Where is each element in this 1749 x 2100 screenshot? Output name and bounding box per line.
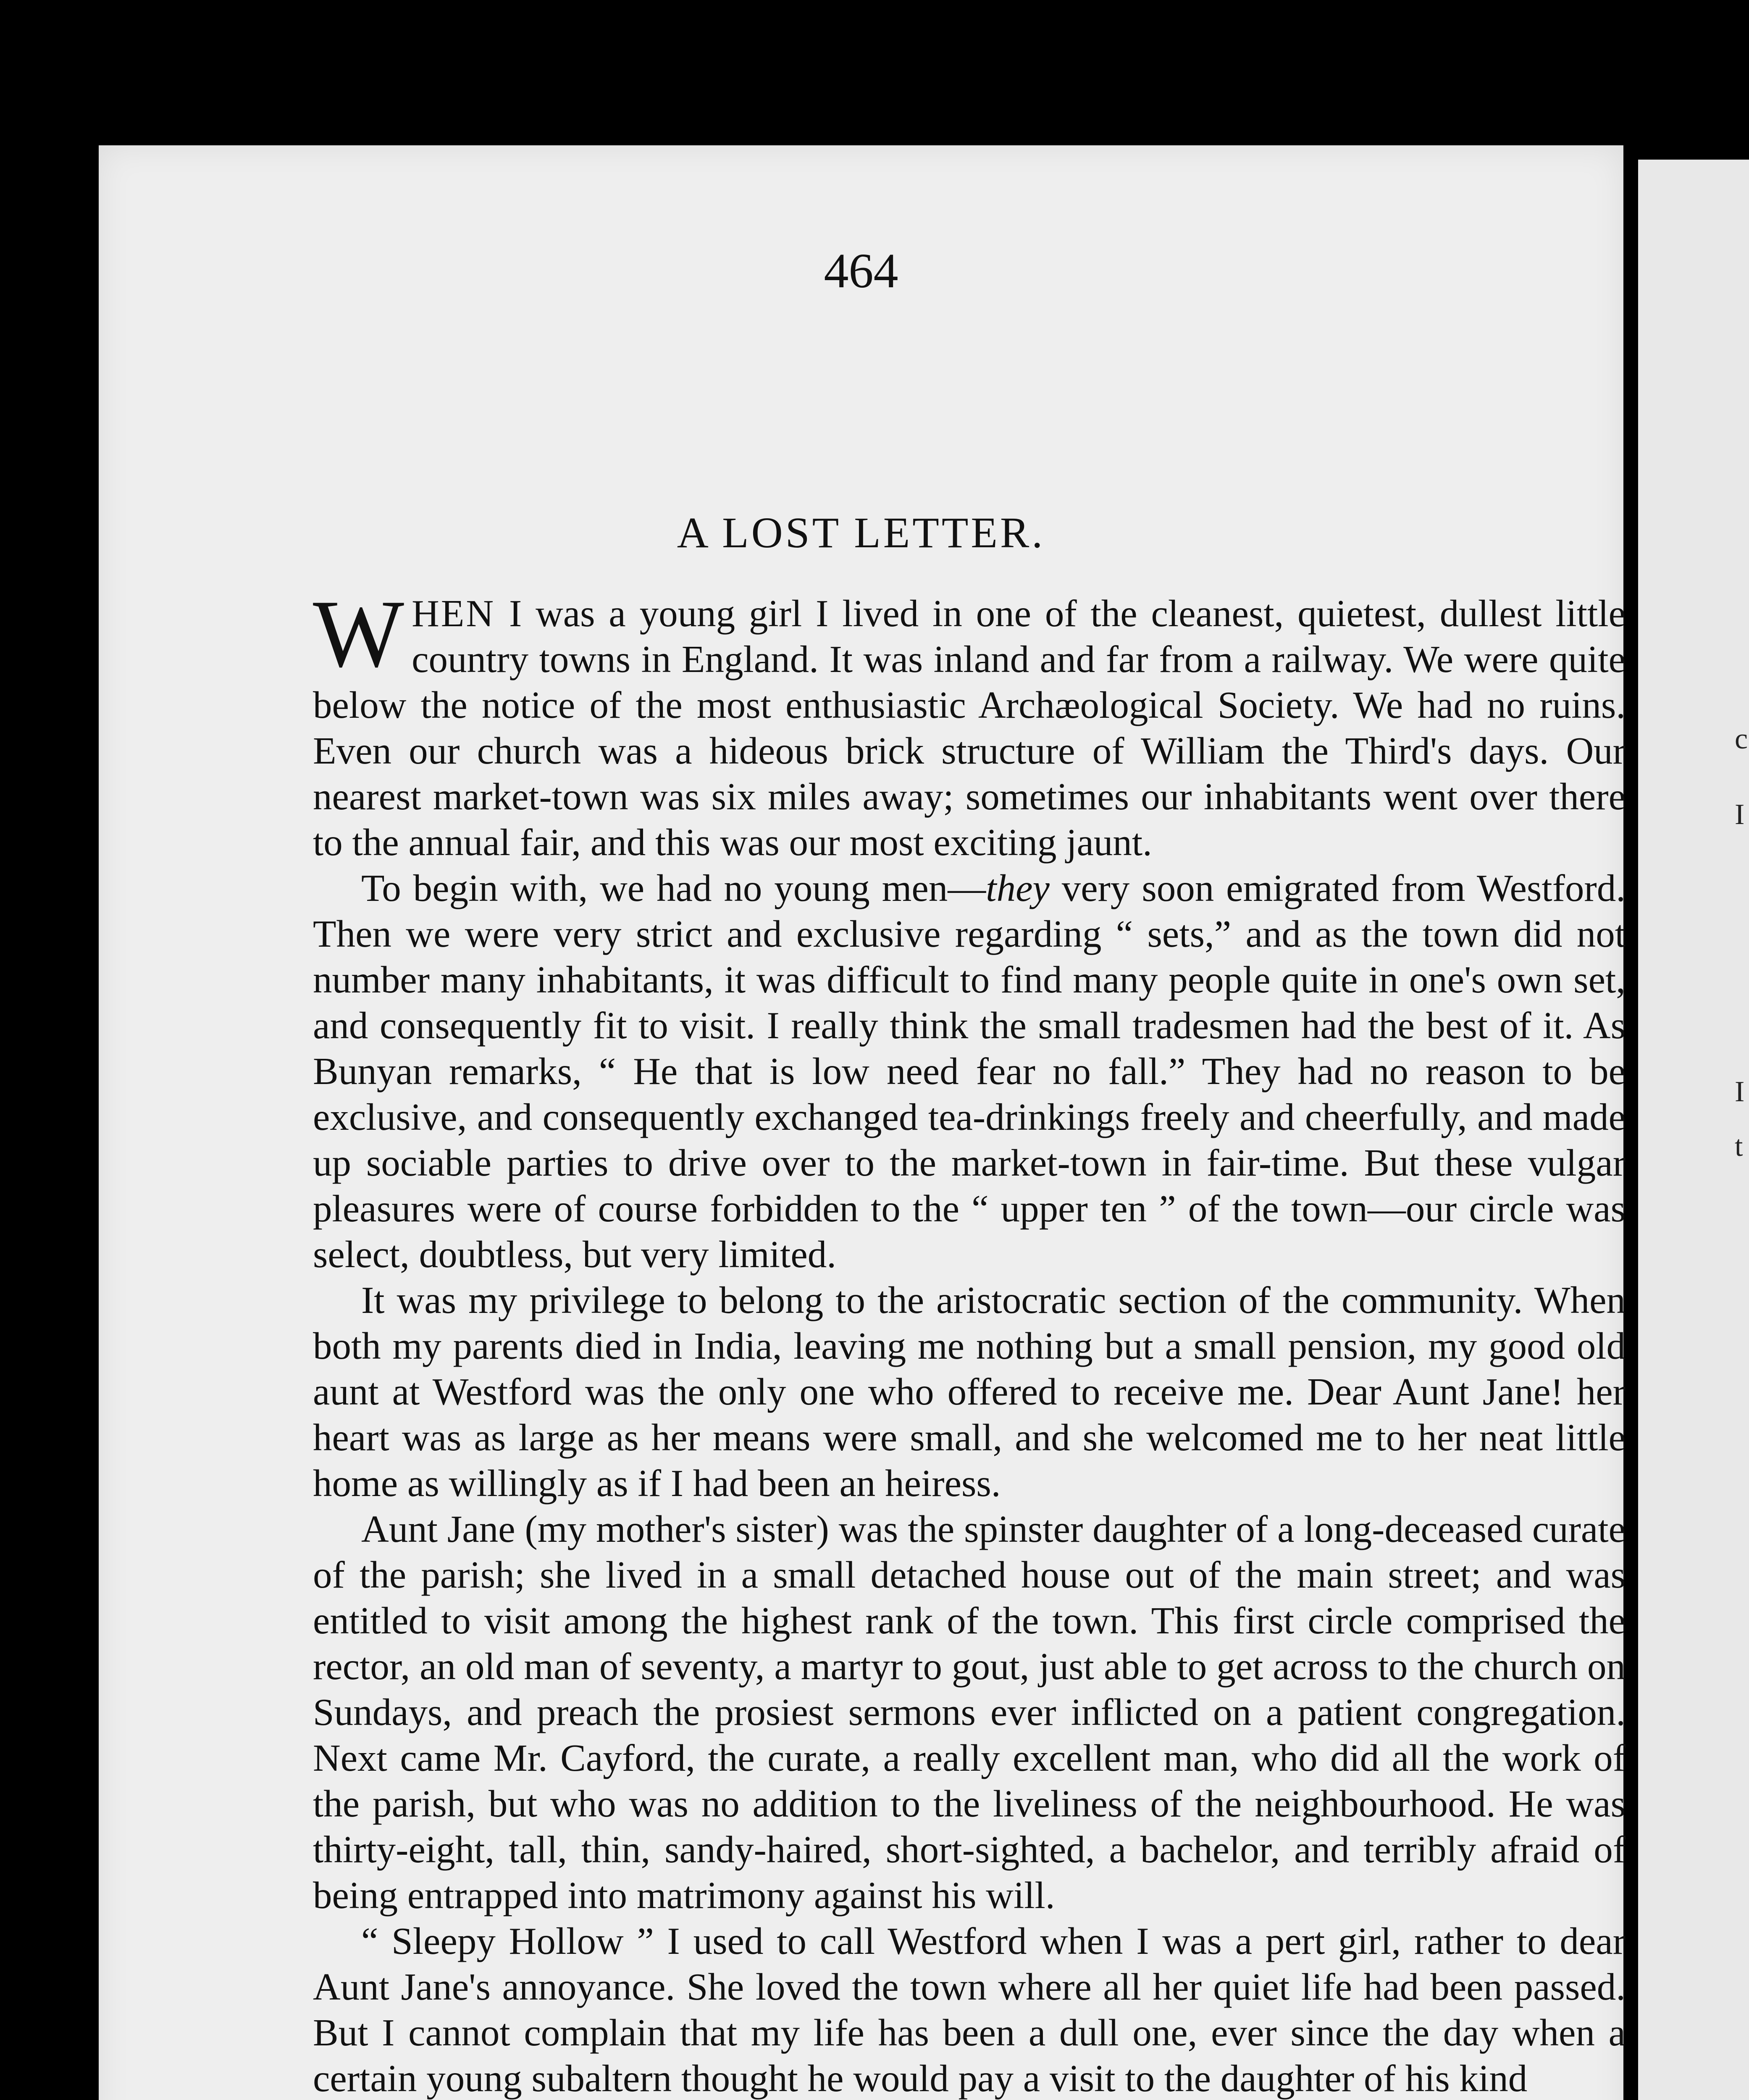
paragraph xyxy=(313,865,1626,1277)
paragraph-text: To begin with, we had no young men— xyxy=(361,867,986,909)
facing-page-fragment: I xyxy=(1735,1076,1745,1108)
facing-page-edge xyxy=(1638,160,1749,2100)
opening-word: HEN xyxy=(412,592,496,635)
paragraph-text: I was a young girl I lived in one of the cleanest, quietest, dullest little country towns in England. It was inland and far from a railway. We were quite below the notice of the most enthusiastic Archæological Society. We had no ruins. Even our church was a hideous brick structure of William the Third's days. Our nearest market-town was six miles away; sometimes our inhabitants went over there to the annual fair, and this was our most exciting jaunt. xyxy=(313,592,1626,864)
paragraph: Aunt Jane (my mother's sister) was the spinster daughter of a long-deceased curate of the parish; she lived in a small detached house out of the main street; and was entitled to visit among the highest rank of the town. This first circle comprised the rector, an old man of seventy, a martyr to gout, just able to get across to the church on Sundays, and preach the prosiest sermons ever inflicted on a patient congregation. Next came Mr. Cayford, the curate, a really excellent man, who did all the work of the parish, but who was no addition to the liveliness of the neighbourhood. He was thirty-eight, tall, thin, sandy-haired, short-sighted, a bachelor, and terribly afraid of being entrapped into matrimony against his will. xyxy=(313,1508,1626,1916)
facing-page-fragment: c xyxy=(1735,723,1748,755)
italic-word: they xyxy=(986,867,1050,909)
paragraph: It was my privilege to belong to the aristocratic section of the community. When both my parents died in India, leaving me nothing but a small pension, my good old aunt at Westford was the only one who offered to receive me. Dear Aunt Jane! her heart was as large as her means were small, and she welcomed me to her neat little home as willingly as if I had been an heiress. xyxy=(313,1279,1626,1504)
paragraph: “ Sleepy Hollow ” I used to call Westford when I was a pert girl, rather to dear Aunt Jane's annoyance. She loved the town where all her quiet life had been passed. But I cannot complain that my life has been a dull one, ever since the day when a certain young subaltern thought he would pay a visit to the daughter of his kind xyxy=(313,1920,1626,2100)
paragraph xyxy=(313,580,1626,865)
drop-cap: W xyxy=(313,580,404,687)
story-body xyxy=(313,580,1626,2100)
facing-page-fragment: I xyxy=(1735,798,1745,831)
page-number: 464 xyxy=(824,243,898,298)
book-page xyxy=(99,145,1626,2100)
facing-page-fragment: t xyxy=(1735,1130,1743,1163)
paragraph-text: very soon emigrated from Westford. Then we were very strict and exclusive regarding “ sets,” and as the town did not number many inhabitants, it was difficult to find many people quite in one's own set, and consequently fit to visit. I really think the small tradesmen had the best of it. As Bunyan remarks, “ He that is low need fear no fall.” They had no reason to be exclusive, and consequently exchanged tea-drinkings freely and cheerfully, and made up sociable parties to drive over to the market-town in fair-time. But these vulgar pleasures were of course forbidden to the “ upper ten ” of the town—our circle was select, doubtless, but very limited. xyxy=(313,867,1626,1276)
story-title: A LOST LETTER. xyxy=(677,509,1045,557)
